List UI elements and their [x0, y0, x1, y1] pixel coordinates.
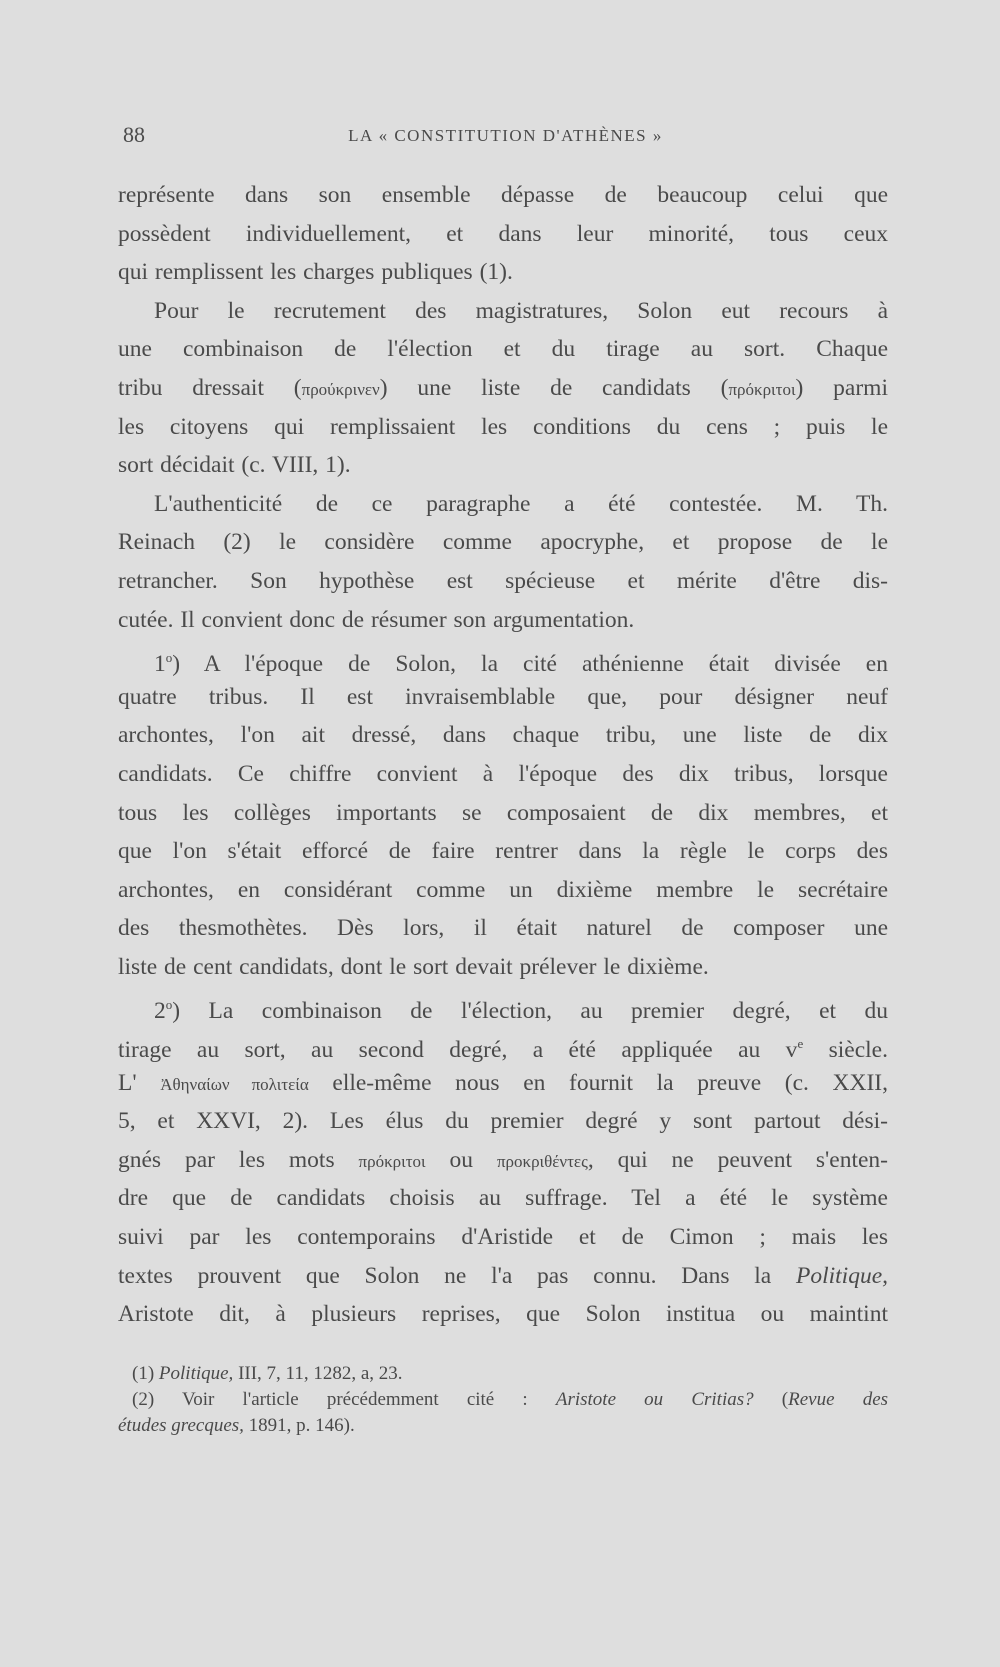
text-line: [118, 369, 888, 408]
text-line: [118, 1257, 888, 1296]
text-line: Reinach (2) le considère comme apocryphe, et propose de le: [118, 529, 888, 556]
footnote-1: [118, 1361, 888, 1387]
text-line: dre que de candidats choisis au suffrage. Tel a été le système: [118, 1185, 888, 1212]
text-run: gnés par les mots: [118, 1146, 359, 1173]
text-line: sort décidait (c. VIII, 1).: [118, 452, 351, 479]
text-run: , qui ne peuvent s'enten-: [587, 1146, 889, 1173]
text-line: Pour le recrutement des magistratures, Solon eut recours à: [154, 297, 888, 324]
text-run: tribu dressait (: [118, 374, 302, 401]
text-line: [118, 986, 888, 1025]
text-run: textes prouvent que Solon ne l'a pas connu. Dans la: [118, 1262, 796, 1289]
text-run: ) A l'époque de Solon, la cité athénienne était divisée en: [172, 651, 888, 678]
text-run: elle-même nous en fournit la preuve (c. XXII,: [308, 1069, 889, 1096]
text-line: possèdent individuellement, et dans leur minorité, tous ceux: [118, 220, 888, 247]
italic-title: Politique,: [795, 1262, 888, 1289]
text-line: tous les collèges importants se composaient de dix membres, et: [118, 799, 888, 826]
text-run: siècle.: [803, 1037, 888, 1064]
greek-term: πρόκριτοι: [358, 1151, 426, 1171]
text-run: 1891, p. 146).: [243, 1415, 355, 1436]
superscript: o: [165, 997, 173, 1013]
main-text: [118, 176, 888, 1334]
text-line: archontes, l'on ait dressé, dans chaque tribu, une liste de dix: [118, 722, 888, 749]
superscript: e: [797, 1036, 804, 1052]
text-run: (: [753, 1389, 789, 1410]
text-run: (1): [132, 1363, 159, 1384]
text-line: Aristote dit, à plusieurs reprises, que Solon institua ou maintint: [118, 1301, 888, 1328]
list-number: 1: [154, 651, 166, 678]
text-run: ou: [425, 1146, 497, 1173]
text-run: ) La combinaison de l'élection, au premier degré, et du: [172, 998, 888, 1025]
text-line: L'authenticité de ce paragraphe a été contestée. M. Th.: [154, 490, 888, 517]
text-run: III, 7, 11, 1282, a, 23.: [233, 1363, 403, 1384]
footnote-2: [118, 1387, 888, 1413]
text-run: (2) Voir l'article précédemment cité :: [132, 1389, 556, 1410]
greek-term: προκριθέντες: [496, 1151, 588, 1171]
page-number: 88: [123, 122, 145, 147]
text-line: cutée. Il convient donc de résumer son argumentation.: [118, 606, 635, 633]
text-line: liste de cent candidats, dont le sort devait prélever le dixième.: [118, 953, 709, 980]
text-line: que l'on s'était efforcé de faire rentrer dans la règle le corps des: [118, 838, 888, 865]
text-line: 5, et XXVI, 2). Les élus du premier degré y sont partout dési-: [118, 1108, 888, 1135]
page-header: [123, 122, 888, 152]
text-line: [118, 639, 888, 678]
text-run: ) une liste de candidats (: [379, 374, 729, 401]
text-line: [118, 1064, 888, 1103]
italic-title: études grecques,: [118, 1415, 244, 1436]
list-number: 2: [154, 998, 166, 1025]
greek-term: πρόκριτοι: [728, 379, 796, 399]
text-run: ) parmi: [795, 374, 888, 401]
italic-title: Revue des: [788, 1389, 889, 1410]
footnote-2-continued: [118, 1413, 888, 1439]
running-title: LA « CONSTITUTION D'ATHÈNES »: [348, 126, 663, 145]
text-line: candidats. Ce chiffre convient à l'époque des dix tribus, lorsque: [118, 760, 888, 787]
text-line: quatre tribus. Il est invraisemblable que, pour désigner neuf: [118, 683, 888, 710]
italic-title: Politique,: [158, 1363, 234, 1384]
text-line: suivi par les contemporains d'Aristide et de Cimon ; mais les: [118, 1224, 888, 1251]
text-line: [118, 1025, 888, 1064]
text-run: tirage au sort, au second degré, a été appliquée au v: [118, 1037, 798, 1064]
text-line: qui remplissent les charges publiques (1).: [118, 259, 513, 286]
text-line: les citoyens qui remplissaient les conditions du cens ; puis le: [118, 413, 888, 440]
greek-term: Ἀθηναίων πολιτεία: [160, 1074, 309, 1094]
text-line: une combinaison de l'élection et du tirage au sort. Chaque: [118, 336, 888, 363]
text-line: représente dans son ensemble dépasse de beaucoup celui que: [118, 182, 888, 208]
footnotes: [118, 1361, 888, 1439]
text-run: L': [118, 1069, 161, 1096]
superscript: o: [165, 650, 173, 666]
text-line: retrancher. Son hypothèse est spécieuse et mérite d'être dis-: [118, 567, 888, 594]
text-line: [118, 1141, 888, 1180]
italic-title: Aristote ou Critias?: [555, 1389, 754, 1410]
text-line: des thesmothètes. Dès lors, il était naturel de composer une: [118, 915, 888, 942]
greek-term: προύκρινεν: [301, 379, 380, 399]
text-line: archontes, en considérant comme un dixième membre le secrétaire: [118, 876, 888, 903]
